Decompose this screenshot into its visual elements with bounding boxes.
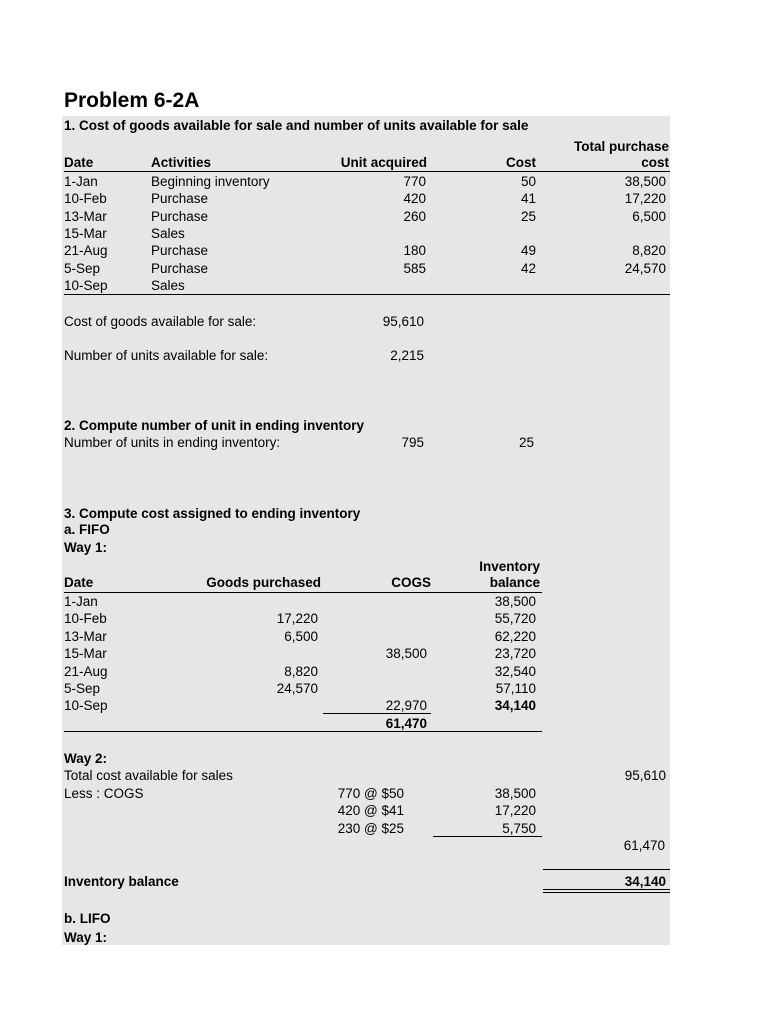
header-cogs: COGS	[391, 575, 431, 590]
row-total: 24,570	[624, 260, 666, 276]
fifo-row-date: 1-Jan	[64, 594, 98, 609]
cogs-sum-rule	[323, 713, 431, 714]
cogs-total: 61,470	[385, 716, 427, 731]
row-total: 38,500	[624, 174, 666, 189]
fifo-row-balance: 38,500	[494, 594, 536, 609]
fifo-row-cogs: 22,970	[385, 698, 427, 714]
fifo-row-date: 13-Mar	[64, 628, 107, 644]
fifo-header-date: Date	[64, 575, 94, 590]
fifo-row-date: 10-Sep	[64, 698, 108, 714]
header-rule	[64, 171, 670, 172]
cogs-layer-desc: 230 @ $25	[337, 821, 404, 836]
fifo-row-date: 5-Sep	[64, 681, 101, 696]
row-activity: Purchase	[151, 191, 209, 207]
section1-heading: 1. Cost of goods available for sale and number of units available for sale	[64, 118, 529, 133]
row-cost: 25	[520, 208, 536, 224]
balance-top-rule	[543, 869, 670, 870]
row-date: 21-Aug	[64, 243, 108, 259]
cogs-layer-value: 38,500	[494, 786, 536, 801]
fifo-row-goods: 24,570	[276, 681, 318, 696]
cogs-layer-value: 17,220	[494, 803, 536, 818]
row-date: 10-Sep	[64, 277, 108, 293]
fifo-row-balance: 34,140	[494, 698, 536, 714]
section2-heading: 2. Compute number of unit in ending inventory	[64, 418, 364, 433]
ending-units-cost: 25	[518, 435, 534, 450]
units-available-label: Number of units available for sale:	[64, 348, 269, 363]
header-total-purchase-cost: cost	[641, 155, 669, 170]
cogs-layer-value: 5,750	[502, 821, 536, 836]
cogs-available-value: 95,610	[382, 314, 424, 329]
way1-heading: Way 1:	[64, 540, 108, 555]
fifo-row-cogs: 38,500	[385, 646, 427, 662]
row-total: 17,220	[624, 191, 666, 207]
row-units: 260	[403, 208, 426, 224]
cogs-available-label: Cost of goods available for sale:	[64, 314, 257, 329]
row-activity: Purchase	[151, 243, 209, 259]
fifo-row-balance: 23,720	[494, 646, 536, 662]
row-cost: 50	[520, 174, 536, 189]
lifo-heading: b. LIFO	[64, 911, 111, 926]
row-units: 420	[403, 191, 426, 207]
row-activity: Sales	[151, 225, 185, 241]
row-units: 770	[403, 174, 426, 189]
fifo-row-date: 10-Feb	[64, 611, 107, 627]
fifo-row-goods: 17,220	[276, 611, 318, 627]
row-cost: 41	[520, 191, 536, 207]
row-total: 6,500	[632, 208, 666, 224]
layers-sum-rule	[433, 836, 542, 837]
fifo-row-balance: 32,540	[494, 663, 536, 679]
balance-double-rule-2	[543, 892, 670, 893]
fifo-row-date: 21-Aug	[64, 663, 108, 679]
fifo-bottom-rule	[64, 731, 542, 732]
header-total-purchase: Total purchase	[573, 139, 669, 154]
fifo-row-goods: 8,820	[284, 663, 318, 679]
row-activity: Purchase	[151, 260, 209, 276]
total-cost-label: Total cost available for sales	[64, 768, 233, 783]
fifo-heading: a. FIFO	[64, 522, 110, 537]
fifo-row-balance: 57,110	[495, 681, 536, 696]
way2-heading: Way 2:	[64, 751, 108, 766]
balance-double-rule-1	[543, 889, 670, 890]
fifo-row-balance: 55,720	[494, 611, 536, 627]
header-activities: Activities	[151, 155, 212, 170]
cogs-layer-desc: 420 @ $41	[337, 803, 404, 818]
section3-heading: 3. Compute cost assigned to ending inventory	[64, 506, 361, 521]
row-cost: 42	[520, 260, 536, 276]
total-cost-value: 95,610	[624, 768, 666, 783]
ending-units-value: 795	[401, 435, 424, 450]
row-total: 8,820	[632, 243, 666, 259]
units-available-value: 2,215	[390, 348, 424, 363]
lifo-way1-heading: Way 1:	[64, 930, 108, 945]
less-cogs-label: Less : COGS	[64, 786, 144, 801]
cogs-sum-value: 61,470	[623, 838, 665, 853]
row-activity: Beginning inventory	[151, 174, 270, 189]
row-cost: 49	[520, 243, 536, 259]
row-activity: Purchase	[151, 208, 209, 224]
header-cost: Cost	[506, 155, 536, 170]
header-unit-acquired: Unit acquired	[340, 155, 427, 170]
row-date: 15-Mar	[64, 225, 107, 241]
header-goods-purchased: Goods purchased	[206, 575, 321, 590]
row-date: 1-Jan	[64, 174, 98, 189]
header-inventory: Inventory	[479, 559, 540, 574]
row-date: 10-Feb	[64, 191, 107, 207]
table-bottom-rule	[64, 294, 670, 295]
cogs-layer-desc: 770 @ $50	[337, 786, 404, 801]
ending-units-label: Number of units in ending inventory:	[64, 435, 281, 450]
page-title: Problem 6-2A	[64, 89, 200, 112]
fifo-row-goods: 6,500	[284, 628, 318, 644]
row-date: 5-Sep	[64, 260, 101, 276]
header-balance: balance	[489, 575, 540, 590]
row-units: 585	[403, 260, 426, 276]
row-date: 13-Mar	[64, 208, 107, 224]
inventory-balance-value: 34,140	[624, 874, 666, 889]
fifo-row-date: 15-Mar	[64, 646, 107, 662]
fifo-row-balance: 62,220	[494, 628, 536, 644]
row-units: 180	[403, 243, 426, 259]
row-activity: Sales	[151, 277, 185, 293]
inventory-balance-label: Inventory balance	[64, 874, 179, 889]
header-date: Date	[64, 155, 94, 170]
